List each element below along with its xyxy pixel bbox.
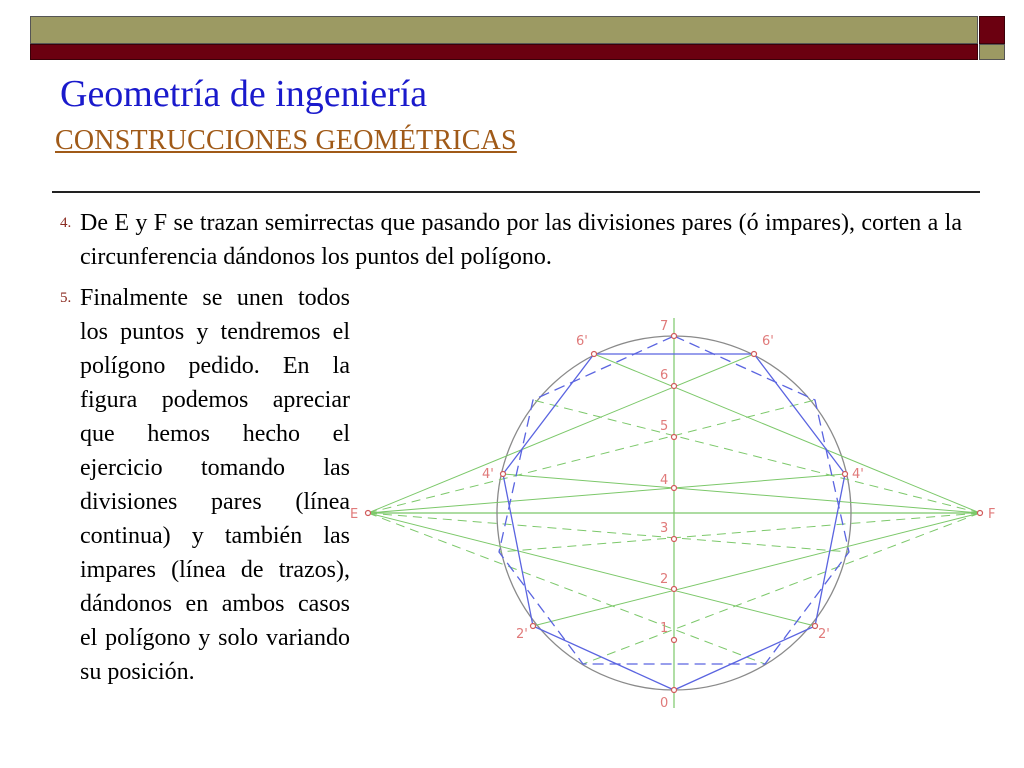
point-e bbox=[366, 511, 371, 516]
item-number-4: 4. bbox=[60, 215, 72, 231]
label-division-0: 0 bbox=[660, 696, 669, 711]
division-point-0 bbox=[672, 688, 677, 693]
label-division-1: 1 bbox=[660, 621, 669, 636]
division-point-7 bbox=[672, 334, 677, 339]
label-e: E bbox=[350, 507, 359, 522]
division-point-6 bbox=[672, 384, 677, 389]
item-text-4: De E y F se trazan semirrectas que pasando por las divisiones pares (ó impares), corten a la circunferencia dándonos los puntos del polígono. bbox=[80, 210, 962, 270]
polygon-point-2-right bbox=[813, 624, 818, 629]
rays-from-e-even bbox=[368, 354, 845, 626]
label-division-7: 7 bbox=[660, 319, 669, 334]
label-point-6-left: 6' bbox=[576, 334, 588, 349]
label-point-4-left: 4' bbox=[482, 467, 494, 482]
division-point-5 bbox=[672, 435, 677, 440]
label-division-3: 3 bbox=[660, 521, 669, 536]
slide-subtitle: CONSTRUCCIONES GEOMÉTRICAS bbox=[55, 125, 517, 156]
label-point-2-left: 2' bbox=[516, 627, 528, 642]
polygon-point-6-right bbox=[752, 352, 757, 357]
division-point-4 bbox=[672, 486, 677, 491]
polygon-point-2-left bbox=[531, 624, 536, 629]
polygon-point-6-left bbox=[592, 352, 597, 357]
division-point-3 bbox=[672, 537, 677, 542]
label-point-2-right: 2' bbox=[818, 627, 830, 642]
slide-title: Geometría de ingeniería bbox=[60, 73, 428, 115]
label-f: F bbox=[988, 507, 996, 522]
item-number-5: 5. bbox=[60, 290, 72, 306]
division-point-2 bbox=[672, 587, 677, 592]
polygon-point-4-left bbox=[501, 472, 506, 477]
division-point-1 bbox=[672, 638, 677, 643]
label-division-6: 6 bbox=[660, 368, 669, 383]
polygon-point-4-right bbox=[843, 472, 848, 477]
label-point-6-right: 6' bbox=[762, 334, 774, 349]
point-f bbox=[978, 511, 983, 516]
label-point-4-right: 4' bbox=[852, 467, 864, 482]
label-division-2: 2 bbox=[660, 572, 669, 587]
item-text-5: Finalmente se unen todos los puntos y tendremos el polígono pedido. En la figura podemos apreciar que hemos hecho el ejercicio tomando las divisiones pares (línea continua) y también las impares (línea de trazos), dándonos en ambos casos el polígono y solo variando su posición. bbox=[80, 285, 350, 685]
label-division-4: 4 bbox=[660, 473, 669, 488]
rays-from-f-even bbox=[503, 354, 980, 626]
label-division-5: 5 bbox=[660, 419, 669, 434]
